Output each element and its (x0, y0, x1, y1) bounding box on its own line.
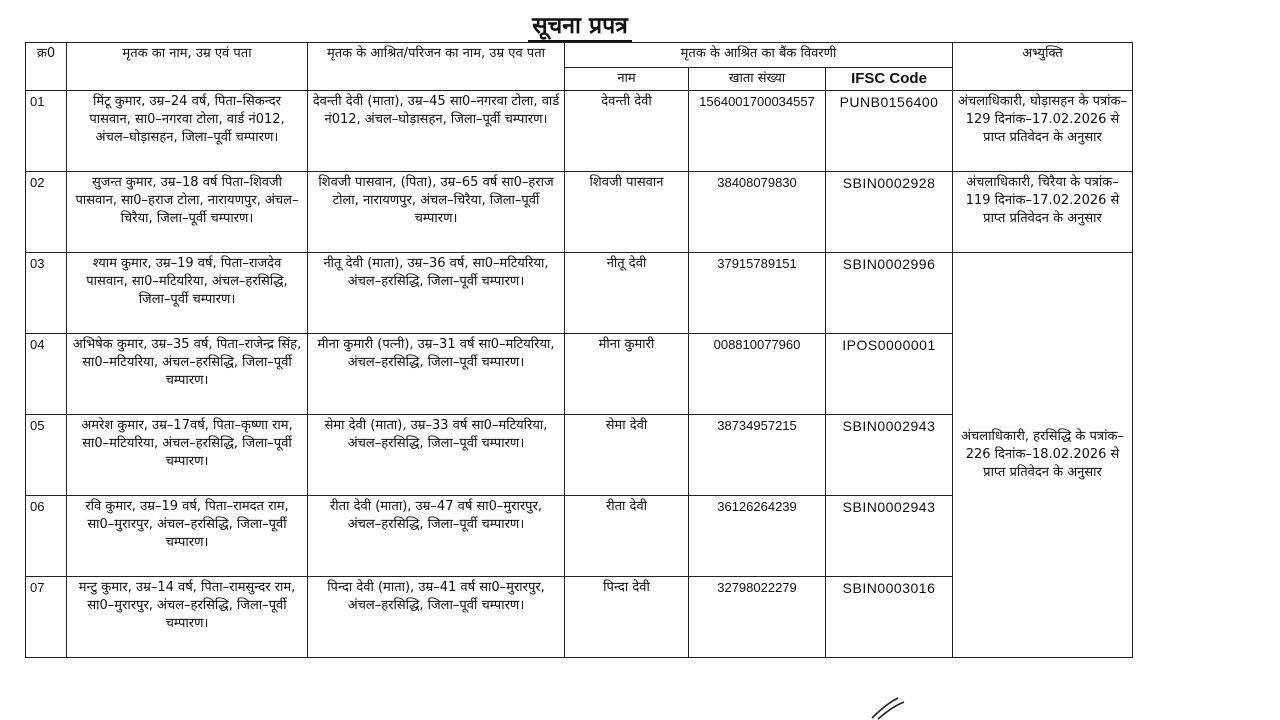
row-serial: 07 (26, 577, 67, 658)
row-dependent: पिन्दा देवी (माता), उम्र–41 वर्ष सा0–मुरारपुर, अंचल–हरसिद्धि, जिला–पूर्वी चम्पारण। (308, 577, 565, 658)
row-deceased: रवि कुमार, उम्र–19 वर्ष, पिता–रामदत राम, सा0–मुरारपुर, अंचल–हरसिद्धि, जिला–पूर्वी चम्पारण। (67, 496, 308, 577)
row-deceased: मिंटू कुमार, उम्र–24 वर्ष, पिता–सिकन्दर पासवान, सा0–नगरवा टोला, वार्ड नं012, अंचल–घोड़ासहन, जिला–पूर्वी चम्पारण। (67, 91, 308, 172)
row-bank-name: मीना कुमारी (565, 334, 689, 415)
row-deceased: अमरेश कुमार, उम्र–17वर्ष, पिता–कृष्णा राम, सा0–मटियरिया, अंचल–हरसिद्धि, जिला–पूर्वी चम्पारण। (67, 415, 308, 496)
row-remark: अंचलाधिकारी, घोड़ासहन के पत्रांक–129 दिनांक–17.02.2026 से प्राप्त प्रतिवेदन के अनुसार (953, 91, 1133, 172)
row-dependent: नीतू देवी (माता), उम्र–36 वर्ष, सा0–मटियरिया, अंचल–हरसिद्धि, जिला–पूर्वी चम्पारण। (308, 253, 565, 334)
row-bank-name: सेमा देवी (565, 415, 689, 496)
header-bank-name: नाम (565, 68, 689, 91)
row-serial: 01 (26, 91, 67, 172)
header-remarks: अभ्युक्ति (953, 43, 1133, 91)
row-serial: 05 (26, 415, 67, 496)
row-serial: 03 (26, 253, 67, 334)
signature-mark (868, 696, 928, 720)
table-row (26, 91, 1133, 172)
row-account-number: 38408079830 (689, 172, 826, 253)
header-bank-details: मृतक के आश्रित का बैंक विवरणी (565, 43, 953, 68)
row-dependent: शिवजी पासवान, (पिता), उम्र–65 वर्ष सा0–हराज टोला, नारायणपुर, अंचल–चिरैया, जिला–पूर्वी चम्पारण। (308, 172, 565, 253)
row-account-number: 37915789151 (689, 253, 826, 334)
row-dependent: सेमा देवी (माता), उम्र–33 वर्ष सा0–मटियरिया, अंचल–हरसिद्धि, जिला–पूर्वी चम्पारण। (308, 415, 565, 496)
table-header-row (26, 43, 1133, 68)
merged-remark: अंचलाधिकारी, हरसिद्धि के पत्रांक–226 दिनांक–18.02.2026 से प्राप्त प्रतिवेदन के अनुसार (953, 253, 1133, 658)
row-dependent: रीता देवी (माता), उम्र–47 वर्ष सा0–मुरारपुर, अंचल–हरसिद्धि, जिला–पूर्वी चम्पारण। (308, 496, 565, 577)
header-account-number: खाता संख्या (689, 68, 826, 91)
header-deceased: मृतक का नाम, उम्र एवं पता (67, 43, 308, 91)
row-ifsc-code: SBIN0002943 (826, 496, 953, 577)
row-bank-name: पिन्दा देवी (565, 577, 689, 658)
row-serial: 04 (26, 334, 67, 415)
row-ifsc-code: SBIN0002996 (826, 253, 953, 334)
page-title-text: सूचना प्रपत्र (528, 13, 632, 42)
row-deceased: सुजन्त कुमार, उम्र–18 वर्ष पिता–शिवजी पासवान, सा0–हराज टोला, नारायणपुर, अंचल–चिरैया, जिला–पूर्वी चम्पारण। (67, 172, 308, 253)
row-ifsc-code: SBIN0002943 (826, 415, 953, 496)
row-deceased: श्याम कुमार, उम्र–19 वर्ष, पिता–राजदेव पासवान, सा0–मटियरिया, अंचल–हरसिद्धि, जिला–पूर्वी चम्पारण। (67, 253, 308, 334)
row-ifsc-code: IPOS0000001 (826, 334, 953, 415)
row-serial: 02 (26, 172, 67, 253)
row-dependent: मीना कुमारी (पत्नी), उम्र–31 वर्ष सा0–मटियरिया, अंचल–हरसिद्धि, जिला–पूर्वी चम्पारण। (308, 334, 565, 415)
row-deceased: अभिषेक कुमार, उम्र–35 वर्ष, पिता–राजेन्द्र सिंह, सा0–मटियरिया, अंचल–हरसिद्धि, जिला–पूर्वी चम्पारण। (67, 334, 308, 415)
row-bank-name: शिवजी पासवान (565, 172, 689, 253)
table-row (26, 253, 1133, 334)
header-dependent: मृतक के आश्रित/परिजन का नाम, उम्र एव पता (308, 43, 565, 91)
row-account-number: 36126264239 (689, 496, 826, 577)
row-bank-name: देवन्ती देवी (565, 91, 689, 172)
row-account-number: 38734957215 (689, 415, 826, 496)
row-ifsc-code: SBIN0002928 (826, 172, 953, 253)
row-remark: अंचलाधिकारी, चिरैया के पत्रांक–119 दिनांक–17.02.2026 से प्राप्त प्रतिवेदन के अनुसार (953, 172, 1133, 253)
page-title (0, 8, 1160, 40)
table-row (26, 172, 1133, 253)
header-serial: क्र0 (26, 43, 67, 91)
row-bank-name: नीतू देवी (565, 253, 689, 334)
row-ifsc-code: SBIN0003016 (826, 577, 953, 658)
row-bank-name: रीता देवी (565, 496, 689, 577)
row-deceased: मन्टु कुमार, उम्र–14 वर्ष, पिता–रामसुन्दर राम, सा0–मुरारपुर, अंचल–हरसिद्धि, जिला–पूर्वी चम्पारण। (67, 577, 308, 658)
row-account-number: 1564001700034557 (689, 91, 826, 172)
notice-table (25, 42, 1133, 658)
header-ifsc-code: IFSC Code (826, 68, 953, 91)
row-account-number: 32798022279 (689, 577, 826, 658)
row-serial: 06 (26, 496, 67, 577)
row-dependent: देवन्ती देवी (माता), उम्र–45 सा0–नगरवा टोला, वार्ड नं012, अंचल–घोड़ासहन, जिला–पूर्वी चम्पारण। (308, 91, 565, 172)
row-ifsc-code: PUNB0156400 (826, 91, 953, 172)
row-account-number: 008810077960 (689, 334, 826, 415)
